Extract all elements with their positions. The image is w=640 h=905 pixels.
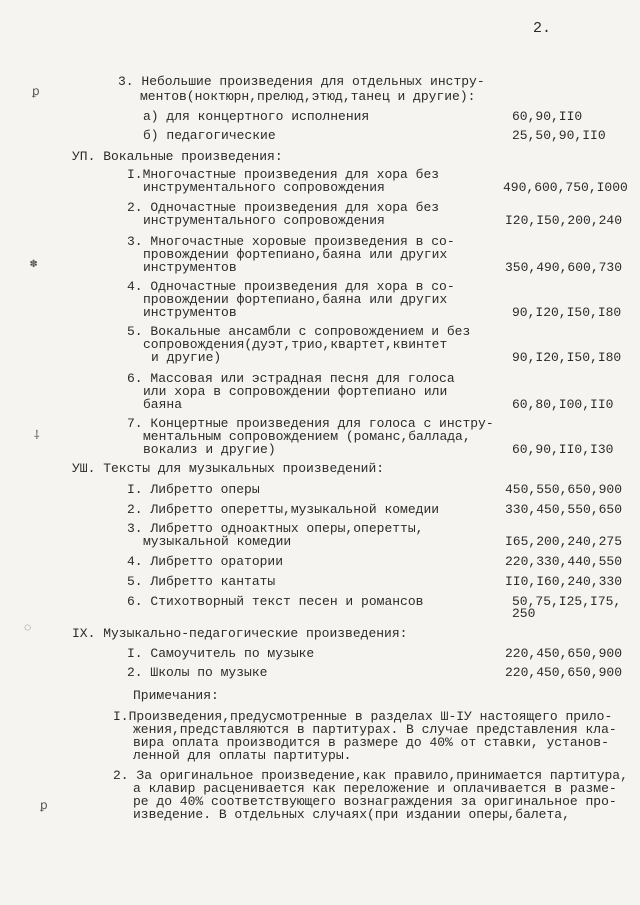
item-label: провождении фортепиано,баяна или других [143,292,448,307]
item-label: 7. Концертные произведения для голоса с инстру- [127,416,494,431]
section-heading: УП. Вокальные произведения: [72,149,283,164]
note-line: жения,представляются в партитурах. В случае представления кла- [133,722,617,737]
item-rates: 330,450,550,650 [505,502,623,517]
item-label: 2. Школы по музыке [127,665,268,680]
item-rates: 450,550,650,900 [505,482,623,497]
item-label: и другие) [151,350,222,365]
item-label: I. Либретто оперы [127,482,260,497]
item-rates: 50,75,I25,I75, [512,594,622,609]
item-label: инструментов [143,260,237,275]
item-label: сопровождения(дуэт,трио,квартет,квинтет [143,337,448,352]
item-rates: 60,90,II0,I30 [512,442,614,457]
item-label: 5. Либретто кантаты [127,574,276,589]
item-rates: 60,90,II0 [512,109,583,124]
margin-mark: ꝑ [40,799,48,813]
item-label: инструментального сопровождения [143,180,385,195]
item-label: ментальным сопровождением (романс,баллада, [143,429,471,444]
item-label: 4. Либретто оратории [127,554,284,569]
item-label: провождении фортепиано,баяна или других [143,247,448,262]
item-label: 6. Массовая или эстрадная песня для голоса [127,371,455,386]
note-line: ленной для оплаты партитуры. [133,748,352,763]
item-label: 5. Вокальные ансамбли с сопровождением и без [127,324,471,339]
margin-mark: ⸸ [34,429,40,443]
item-label: I.Многочастные произведения для хора без [127,167,440,182]
note-line: ре до 40% соответствующего вознаграждения за оригинальное про- [133,794,617,809]
margin-mark: ✽ [30,257,38,271]
section-3-title: 3. Небольшие произведения для отдельных инстру- [118,74,485,89]
item-rates: I65,200,240,275 [505,534,623,549]
note-line: вира оплата производится в размере до 40% от ставки, установ- [133,735,609,750]
item-label: а) для концертного исполнения [143,109,370,124]
notes-heading: Примечания: [133,688,219,703]
note-line: I.Произведения,предусмотренные в разделах Ш-IУ настоящего прило- [113,709,613,724]
margin-mark: ꝑ [32,85,40,99]
item-label: I. Самоучитель по музыке [127,646,315,661]
item-rates: 60,80,I00,II0 [512,397,614,412]
item-label: вокализ и другие) [143,442,276,457]
item-rates: 490,600,750,I000 [503,180,628,195]
item-rates: 220,450,650,900 [505,646,623,661]
item-label: 2. Одночастные произведения для хора без [127,200,440,215]
item-label: баяна [143,397,183,412]
item-label: инструментов [143,305,237,320]
item-rates: 90,I20,I50,I80 [512,305,622,320]
item-label: 3. Многочастные хоровые произведения в со- [127,234,455,249]
item-label: инструментального сопровождения [143,213,385,228]
margin-mark: ◌ [24,621,32,635]
item-rates: 90,I20,I50,I80 [512,350,622,365]
item-rates: 350,490,600,730 [505,260,623,275]
item-rates: I20,I50,200,240 [505,213,623,228]
section-3-title: ментов(ноктюрн,прелюд,этюд,танец и другие): [140,89,476,104]
item-rates: 25,50,90,II0 [512,128,606,143]
item-label: 2. Либретто оперетты,музыкальной комедии [127,502,440,517]
item-label: 6. Стихотворный текст песен и романсов [127,594,424,609]
item-rates: II0,I60,240,330 [505,574,623,589]
item-label: б) педагогические [143,128,276,143]
note-line: изведение. В отдельных случаях(при издании оперы,балета, [133,807,570,822]
item-label: 3. Либретто одноактных оперы,оперетты, [127,521,424,536]
note-line: 2. За оригинальное произведение,как правило,принимается партитура, [113,768,628,783]
note-line: а клавир расценивается как переложение и оплачивается в разме- [133,781,617,796]
page-number: 2. [533,20,552,37]
item-label: или хора в сопровождении фортепиано или [143,384,448,399]
section-heading: IX. Музыкально-педагогические произведения: [72,626,408,641]
item-label: 4. Одночастные произведения для хора в со- [127,279,455,294]
item-rates: 220,450,650,900 [505,665,623,680]
item-label: музыкальной комедии [143,534,292,549]
section-heading: УШ. Тексты для музыкальных произведений: [72,461,385,476]
item-rates: 250 [512,606,536,621]
item-rates: 220,330,440,550 [505,554,623,569]
